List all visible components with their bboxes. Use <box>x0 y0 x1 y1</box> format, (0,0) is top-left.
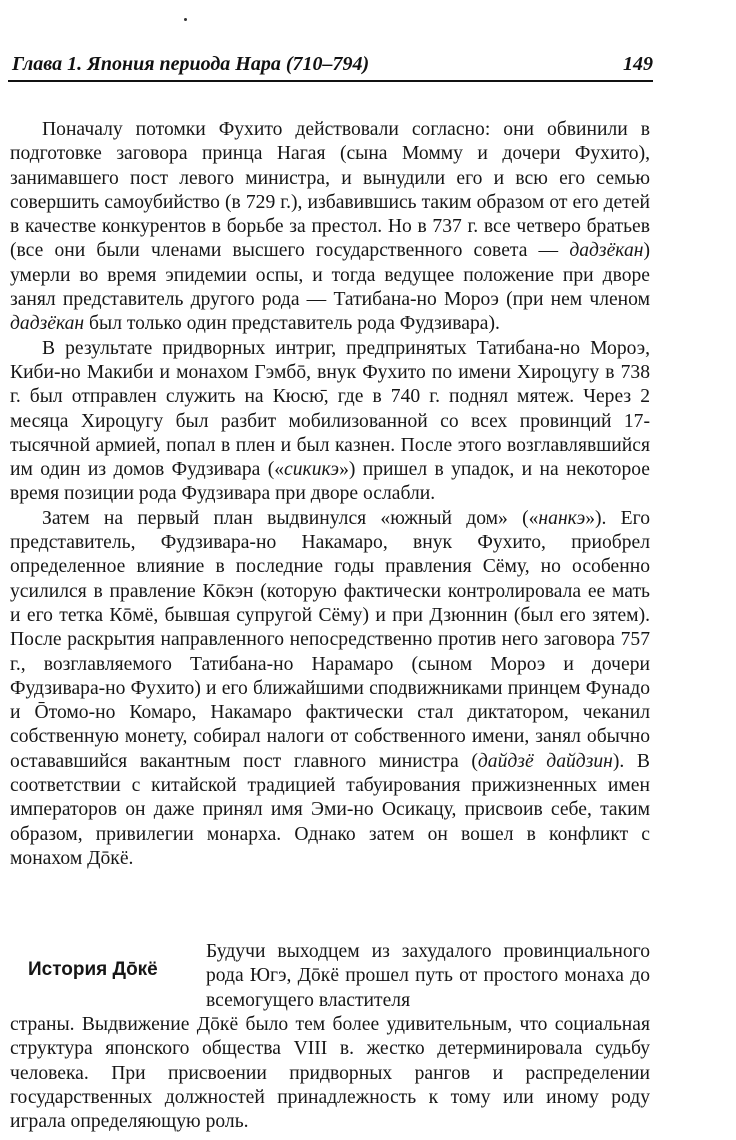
italic-term: дадзёкан <box>569 240 644 262</box>
paragraph <box>10 118 650 337</box>
paragraph <box>10 337 650 507</box>
text-run: »). Его представитель, Фудзивара-но Накамаро, внук Фухито, приобрел определенное влияние в последние годы правления Сёму, но особенно усилился в правление Кōкэн (которую фактически контролировала ее мать и его тетка Кōмё, бывшая супругой Сёму) и при Дзюннин (был его зятем). После раскрытия направленного непосредственно против него заговора 757 г., возглавляемого Татибана-но Нарамаро (сыном Мороэ и дочери Фудзивара-но Фухито) и его ближайшими сподвижниками принцем Фунадо и Ōтомо-но Комаро, Накамаро фактически стал диктатором, чеканил собственную монету, собирал налоги от собственного имени, занял обычно остававшийся вакантным пост главного министра ( <box>10 507 650 772</box>
paragraph <box>10 507 650 871</box>
text-run: ). В соответствии с китайской традицией табуирования прижизненных имен императоров он даже принял имя Эми-но Осикацу, присвоив себе, таким образом, привилегии монарха. Однако затем он вошел в конфликт с монахом Дōкё. <box>10 750 651 869</box>
text-run: Поначалу потомки Фухито действовали согласно: они обвинили в подготовке заговора принца Нагая (сына Момму и дочери Фухито), занимавшего пост левого министра, и вынудили его и всю его семью совершить самоубийство (в 729 г.), избавившись таким образом от его детей в качестве конкурентов в борьбе за престол. Но в 737 г. все четверо братьев (все они были членами высшего государственного совета — <box>10 119 650 262</box>
wrapped-text <box>206 940 650 1013</box>
italic-term: нанкэ <box>538 507 586 529</box>
text-run: ») пришел в упадок, и на некоторое время позиции рода Фудзивара при дворе ослабли. <box>10 459 650 505</box>
continued-paragraph: страны. Выдвижение Дōкё было тем более удивительным, что социальная структура японского общества VIII в. жестко детерминировала судьбу человека. При присвоении придворных рангов и распределении государственных должностей принадлежность к тому или иному роду играла определяющую роль. <box>10 1014 650 1133</box>
page-number: 149 <box>623 53 653 75</box>
text-run: был только один представитель рода Фудзивара). <box>84 313 500 335</box>
text-run: ) умерли во время эпидемии оспы, и тогда ведущее положение при дворе занял представитель другого рода — Татибана-но Мороэ (при нем членом <box>10 240 650 311</box>
running-header <box>8 50 653 80</box>
chapter-title: Глава 1. Япония периода Нара (710–794) <box>12 53 370 75</box>
wrapped-paragraph: Будучи выходцем из захудалого провинциального рода Югэ, Дōкё прошел путь от простого монаха до всемогущего властителя <box>206 941 650 1011</box>
main-text <box>10 118 650 871</box>
header-rule <box>8 80 653 82</box>
continued-text <box>10 1013 650 1134</box>
text-run: Затем на первый план выдвинулся «южный дом» (« <box>42 507 539 529</box>
print-speck <box>184 18 187 21</box>
side-heading: История Дōкё <box>28 959 158 980</box>
italic-term: дайдзё дайдзин <box>477 750 613 772</box>
italic-term: дадзёкан <box>10 313 85 335</box>
text-run: В результате придворных интриг, предпринятых Татибана-но Мороэ, Киби-но Макиби и монахом Гэмбō, внук Фухито по имени Хироцугу в 738 г. был отправлен служить на Кюсю̄, где в 740 г. поднял мятеж. Через 2 месяца Хироцугу был разбит мобилизованной со всех провинций 17-тысячной армией, попал в плен и был казнен. После этого возглавлявшийся им один из домов Фудзивара (« <box>10 337 650 481</box>
italic-term: сикикэ <box>284 459 340 481</box>
